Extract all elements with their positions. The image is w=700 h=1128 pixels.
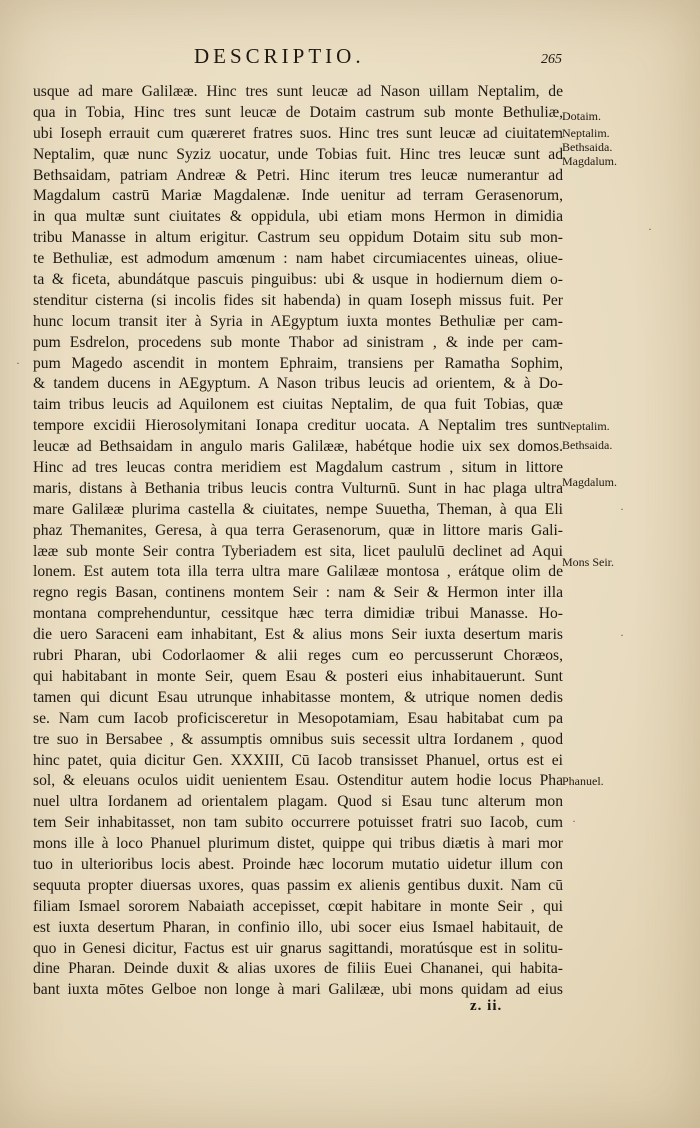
text-line: leucæ ad Bethsaidam in angulo maris Galilææ, habétque hodie uix sex domos. [33,438,563,456]
text-line: tempore excidii Hierosolymitani Ionapa creditur uocata. A Neptalim tres sunt [33,417,563,435]
text-line: rubri Pharan, ubi Codorlaomer & alii reges cum eo percusserunt Choræos, [33,647,563,665]
text-line: dine Pharan. Deinde duxit & alias uxores de filiis Euei Chananei, qui habita- [33,960,563,978]
text-line: te Bethuliæ, est admodum amœnum : nam habet circumiacentes uineas, oliue- [33,250,563,268]
text-line: hunc locum transit iter à Syria in AEgyptum iuxta montes Bethuliæ per cam- [33,312,563,330]
text-line: maris, distans à Bethania tribus leucis contra Vulturnū. Sunt in hac plaga ultra [33,479,563,497]
text-line: usque ad mare Galilææ. Hinc tres sunt leucæ ad Nason uillam Neptalim, de [33,83,563,100]
text-line: Magdalum castrū Mariæ Magdalenæ. Inde uenitur ad terram Gerasenorum, [33,187,563,205]
text-line: die uero Saraceni eam inhabitant, Est & alius mons Seir iuxta desertum maris [33,626,563,644]
marginal-note-dotaim: Dotaim. [562,109,601,123]
text-line: mons ille à loco Phanuel plurimum distet, quippe qui tribus diætis à mari mor [33,835,563,853]
text-line: montana comprehenduntur, cessitque hæc terra dimidiæ tribui Manasse. Ho- [33,605,563,623]
text-line: regno regis Basan, continens montem Seir : nam & Seir & Hermon inter illa [33,584,563,602]
marginal-note-mons-seir: Mons Seir. [562,555,615,569]
text-line: sol, & eleuans oculos uidit uenientem Esau. Ostenditur autem hodie locus Pha [33,772,563,790]
body-text-block [33,82,563,1001]
margin-speck: · [572,814,576,828]
catchword-signature: z. ii. [470,998,503,1014]
text-line: nuel ultra Iordanem ad orientalem plagam. Quod si Esau tunc alterum mon [33,793,563,811]
text-line: bant iuxta mōtes Gelboe non longe à mari Galilææ, ubi mons quidam ad eius [33,981,563,999]
text-line: Neptalim, quæ nunc Syziz uocatur, unde Tobias fuit. Hinc tres leucæ sunt ad [33,145,563,163]
text-line: se. Nam cum Iacob proficisceretur in Mesopotamiam, Esau habitabat cum pa [33,709,563,727]
text-line: tre suo in Bersabee , & assumptis omnibus suis secessit ultra Iordanem , quod [33,730,563,748]
text-line: pum Esdrelon, procedens sub monte Thabor ad sinistram , & inde per cam- [33,333,563,351]
text-line: qua in Tobia, Hinc tres sunt leucæ de Dotaim castrum sub monte Bethuliæ, [33,103,563,121]
text-line: Bethsaidam, patriam Andreæ & Petri. Hinc iterum tres leucæ numerantur ad [33,166,563,184]
page-number: 265 [541,52,562,67]
marginal-note-magdalum: Magdalum. [562,154,617,168]
text-line: qui habitabant in monte Seir, quem Esau & posteri eius inhabitauerunt. Sunt [33,667,563,685]
text-line: mare Galilææ plurima castella & ciuitates, nempe Suuetha, Theman, à qua Eli [33,500,563,518]
text-line: tribu Manasse in altum erigitur. Castrum seu oppidum Dotaim situ sub mon- [33,229,563,247]
margin-speck: · [16,356,20,370]
text-line: taim tribus leucis ad Aquilonem est ciuitas Neptalim, de qua fuit Tobias, quæ [33,396,563,414]
text-line: ubi Ioseph errauit cum quæreret fratres suos. Hinc tres sunt leucæ ad ciuitatem [33,124,563,142]
text-line: lonem. Est autem tota illa terra ultra mare Galilææ montosa , erátque olim de [33,563,563,581]
text-line: sequuta propter diuersas uxores, quas passim ex alienis gentibus duxit. Nam cū [33,876,563,894]
text-line: phaz Themanites, Geresa, à qua terra Gerasenorum, quæ in littore maris Gali- [33,521,563,539]
marginal-note-neptalim: Neptalim. [562,126,610,140]
text-line: quo in Genesi dicitur, Factus est uir gnarus sagittandi, moratúsque est in solitu- [33,939,563,957]
text-line: est iuxta desertum Pharan, in confinio illo, ubi socer eius Ismael habitauit, de [33,918,563,936]
marginal-note-phanuel: Phanuel. [562,774,604,788]
marginal-note-neptalim-2: Neptalim. [562,419,610,433]
running-head: DESCRIPTIO. [194,44,365,68]
text-line: pum Magedo ascendit in montem Ephraim, transiens per Ramatha Sophim, [33,354,563,372]
marginal-note-magdalum-2: Magdalum. [562,475,617,489]
text-line: lææ sub monte Seir contra Tyberiadem est sita, licet paululū declinet ad Aqui [33,542,563,560]
text-line: in qua multæ sunt ciuitates & oppidula, ubi etiam mons Hermon in dimidia [33,208,563,226]
text-line: tamen qui dicunt Esau utrunque inhabitasse montem, & utrique nomen dedis [33,688,563,706]
text-line: & tandem ducens in AEgyptum. A Nason tribus leucis ad orientem, & à Do- [33,375,563,393]
text-line: tuo in ulterioribus locis abest. Proinde hæc locorum mutatio uidetur illum con [33,855,563,873]
margin-speck: · [620,502,624,516]
text-line: ta & ficeta, abundátque pascuis pinguibus: ubi & usque in hodiernum diem o- [33,271,563,289]
margin-speck: · [620,628,624,642]
text-line: stenditur cisterna (si incolis fides sit habenda) in quam Ioseph missus fuit. Per [33,291,563,309]
text-line: Hinc ad tres leucas contra meridiem est Magdalum castrum , situm in littore [33,459,563,477]
text-line: filiam Ismael sororem Nabaiath accepisset, cœpit habitare in monte Seir , qui [33,897,563,915]
margin-speck: · [648,222,652,236]
marginal-note-bethsaida-2: Bethsaida. [562,438,613,452]
marginal-note-bethsaida: Bethsaida. [562,140,613,154]
text-line: hinc patet, quia dicitur Gen. XXXIII, Cū Iacob transisset Phanuel, ortus est ei [33,751,563,769]
text-line: tem Seir inhabitasset, non tam subito occurrere potuisset fratri suo Iacob, cum [33,814,563,832]
